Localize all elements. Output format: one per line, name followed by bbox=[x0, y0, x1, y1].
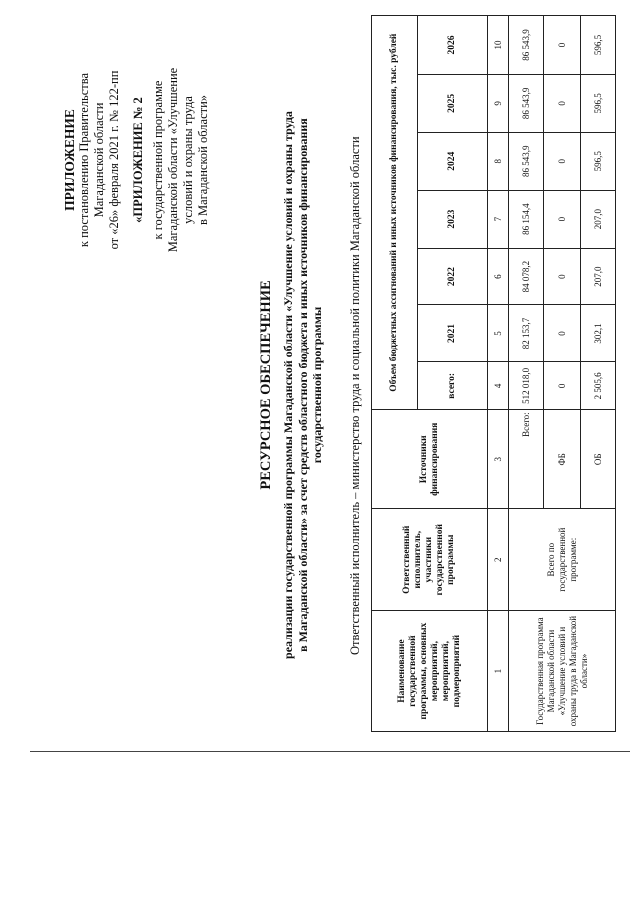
appendix-title: ПРИЛОЖЕНИЕ bbox=[62, 109, 77, 211]
value-cell: 207,0 bbox=[581, 190, 616, 248]
source-cell: ФБ bbox=[544, 410, 581, 509]
value-cell: 512 018,0 bbox=[509, 362, 544, 410]
resource-table bbox=[371, 15, 616, 732]
column-number: 1 bbox=[488, 611, 509, 732]
value-cell: 0 bbox=[544, 132, 581, 190]
column-number: 9 bbox=[488, 74, 509, 132]
header-source: Источники финансирования bbox=[372, 410, 488, 509]
source-cell: Всего: bbox=[509, 410, 544, 509]
header-year: 2024 bbox=[418, 132, 488, 190]
header-name: Наименование государственной программы, основных мероприятий, мероприятий, подмероприятий bbox=[372, 611, 488, 732]
column-number: 3 bbox=[488, 410, 509, 509]
column-number: 10 bbox=[488, 16, 509, 75]
header-executor: Ответственный исполнитель, участники государственной программы bbox=[372, 509, 488, 611]
program-name: Государственная программа Магаданской области «Улучшение условий и охраны труда в Магаданской области» bbox=[509, 611, 616, 732]
header-year: 2022 bbox=[418, 248, 488, 305]
value-cell: 2 505,6 bbox=[581, 362, 616, 410]
heading-block bbox=[258, 15, 325, 755]
value-cell: 596,5 bbox=[581, 132, 616, 190]
value-cell: 207,0 bbox=[581, 248, 616, 305]
subtitle-line: государственной программы bbox=[310, 306, 324, 464]
value-cell: 86 543,9 bbox=[509, 74, 544, 132]
page-divider bbox=[30, 751, 630, 752]
header-year: 2023 bbox=[418, 190, 488, 248]
appendix-line: к постановлению Правительства bbox=[77, 72, 91, 248]
value-cell: 0 bbox=[544, 16, 581, 75]
value-cell: 0 bbox=[544, 248, 581, 305]
column-number: 8 bbox=[488, 132, 509, 190]
appendix-number: «ПРИЛОЖЕНИЕ № 2 bbox=[131, 97, 145, 223]
value-cell: 0 bbox=[544, 362, 581, 410]
responsible-executor: Ответственный исполнитель – министерство труда и социальной политики Магаданской области bbox=[348, 136, 362, 655]
column-number: 5 bbox=[488, 305, 509, 362]
header-year: 2025 bbox=[418, 74, 488, 132]
column-number: 7 bbox=[488, 190, 509, 248]
source-cell: ОБ bbox=[581, 410, 616, 509]
header-total: всего: bbox=[418, 362, 488, 410]
appendix-line: условий и охраны труда bbox=[181, 96, 195, 224]
value-cell: 596,5 bbox=[581, 16, 616, 75]
value-cell: 82 153,7 bbox=[509, 305, 544, 362]
table-row bbox=[509, 16, 544, 732]
appendix-line: Магаданской области «Улучшение bbox=[166, 67, 180, 253]
appendix-line: Магаданской области bbox=[92, 102, 106, 218]
value-cell: 302,1 bbox=[581, 305, 616, 362]
column-number: 4 bbox=[488, 362, 509, 410]
appendix-date: от «26» февраля 2021 г. № 122-пп bbox=[107, 70, 121, 250]
header-year: 2026 bbox=[418, 16, 488, 75]
page-title: РЕСУРСНОЕ ОБЕСПЕЧЕНИЕ bbox=[258, 280, 274, 490]
value-cell: 0 bbox=[544, 190, 581, 248]
header-year: 2021 bbox=[418, 305, 488, 362]
subtitle-line: в Магаданской области» за счет средств областного бюджета и иных источников финансирования bbox=[295, 118, 310, 652]
header-volume: Объем бюджетных ассигнований и иных источников финансирования, тыс. рублей bbox=[372, 16, 418, 410]
program-executor: Всего по государственной программе: bbox=[509, 509, 616, 611]
column-number-row bbox=[488, 16, 509, 732]
value-cell: 86 543,9 bbox=[509, 132, 544, 190]
value-cell: 0 bbox=[544, 74, 581, 132]
appendix-block bbox=[62, 55, 211, 265]
column-number: 2 bbox=[488, 509, 509, 611]
value-cell: 0 bbox=[544, 305, 581, 362]
value-cell: 596,5 bbox=[581, 74, 616, 132]
value-cell: 86 543,9 bbox=[509, 16, 544, 75]
value-cell: 84 078,2 bbox=[509, 248, 544, 305]
appendix-line: к государственной программе bbox=[151, 80, 165, 240]
column-number: 6 bbox=[488, 248, 509, 305]
value-cell: 86 154,4 bbox=[509, 190, 544, 248]
appendix-line: в Магаданской области» bbox=[196, 94, 210, 226]
subtitle-line: реализации государственной программы Магаданской области «Улучшение условий и охраны труда bbox=[281, 111, 295, 659]
